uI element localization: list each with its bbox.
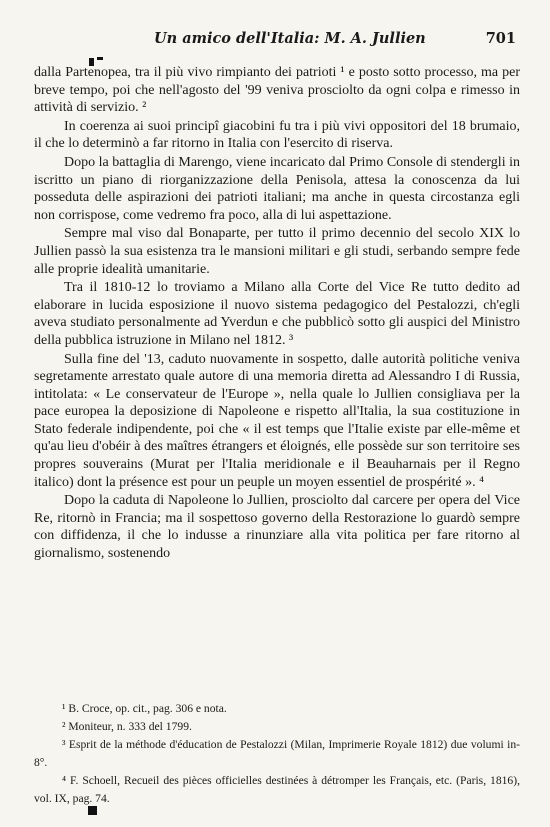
paragraph: In coerenza ai suoi principî giacobini fu tra i più vivi oppositori del 18 brumaio, il che lo determinò a far ritorno in Italia con l'esercito di riserva. (34, 118, 520, 152)
footnotes (34, 700, 520, 808)
ink-blot-mark (97, 57, 103, 60)
paragraph: dalla Partenopea, tra il più vivo rimpianto dei patrioti ¹ e posto sotto processo, ma per breve tempo, poi che nell'agosto del '99 veniva prosciolto da ogni colpa e rimesso in attività di servizio. ² (34, 65, 520, 116)
main-text (34, 64, 520, 564)
running-title: Un amico dell'Italia: M. A. Jullien (154, 30, 426, 47)
page-header (34, 30, 516, 52)
paragraph: Sempre mal viso dal Bonaparte, per tutto il primo decennio del secolo XIX lo Jullien passò la sua esistenza tra le mansioni militari e gli studi, serbando sempre fede alle proprie idealità umanitarie. (34, 226, 520, 277)
paragraph: Tra il 1810-12 lo troviamo a Milano alla Corte del Vice Re tutto dedito ad elaborare in lucida esposizione il nuovo sistema pedagogico del Pestalozzi, ch'egli aveva studiato personalmente ad Yverdun e che pubblicò sotto gli auspici del Ministro della pubblica istruzione in Milano nel 1812. ³ (34, 280, 520, 348)
footnote: ² Moniteur, n. 333 del 1799. (62, 720, 192, 733)
page-number: 701 (485, 30, 516, 47)
footnote: ¹ B. Croce, op. cit., pag. 306 e nota. (62, 702, 227, 715)
footnote: ⁴ F. Schoell, Recueil des pièces officielles destinées à détromper les Français, etc. (Paris, 1816), vol. IX, pag. 74. (34, 774, 520, 805)
paragraph: Dopo la battaglia di Marengo, viene incaricato dal Primo Console di stendergli in iscritto un piano di riorganizzazione della Penisola, attesa la conoscenza da lui posseduta delle aspirazioni dei patrioti italiani; ma anche in questa circostanza egli non corrispose, come vedremo fra poco, alla di lui aspettazione. (34, 154, 520, 223)
paragraph: Sulla fine del '13, caduto nuovamente in sospetto, dalle autorità politiche veniva segretamente arrestato quale autore di una memoria diretta ad Alessandro I di Russia, intitolata: « Le conservateur de l'Europe », nella quale lo Jullien consigliava per la pace europea la deposizione di Napoleone e rispetto all'Italia, la sua costituzione in Stato federale indipendente, poi che « il est temps que l'Italie existe par elle-même et qu'au lieu d'obéir à des maîtres étrangers et éloignés, elle possède sur son territoire ses propres souverains (Murat per l'Italia meridionale e il Beauharnais per il Regno italico) dont la présence est pour un peuple un moyen essentiel de prospérité ». ⁴ (34, 351, 520, 490)
ink-blot-mark (88, 806, 97, 815)
paragraph: Dopo la caduta di Napoleone lo Jullien, prosciolto dal carcere per opera del Vice Re, ritornò in Francia; ma il sospettoso governo della Restorazione lo guardò sempre con diffidenza, il che lo indusse a rinunziare alla vita politica per fare ritorno al giornalismo, sostenendo (34, 493, 520, 562)
footnote: ³ Esprit de la méthode d'éducation de Pestalozzi (Milan, Imprimerie Royale 1812) due volumi in-8°. (34, 738, 520, 769)
